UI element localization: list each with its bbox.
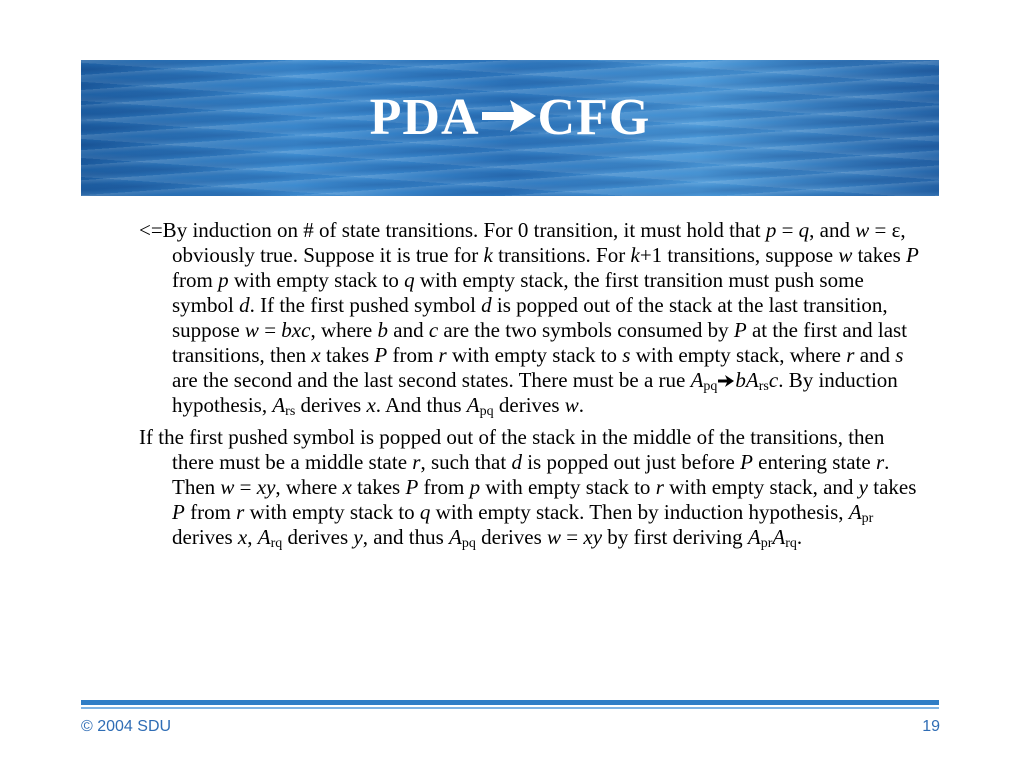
footer-copyright: © 2004 SDU [81, 718, 172, 735]
footer-rule [81, 700, 939, 705]
slide-body [139, 218, 929, 557]
page-number: 19 [922, 718, 940, 735]
right-arrow-icon [717, 374, 735, 388]
title-banner [81, 60, 939, 196]
slide-title [81, 88, 939, 147]
paragraph-middle-pop: If the first pushed symbol is popped out of the stack in the middle of the transitions, then there must be a middle state r, such that d is popped out just before P entering state r. Then w = xy, where x takes P from p with empty stack to r with empty stack, and y takes P from r with empty stack to q with empty stack. Then by induction hypothesis, $A_{pr}$ derives x, $A_{rq}$ derives y, and thus $A_{pq}$ derives w = xy by first deriving $A_{pr}A_{rq}$. [139, 425, 917, 551]
footer-rule-thin [81, 707, 939, 709]
title-left: PDA [369, 89, 480, 146]
right-arrow-icon [480, 96, 538, 136]
paragraph-induction-base: <=By induction on # of state transitions. For 0 transition, it must hold that p = q, and w = ε, obviously true. Suppose it is true for k transitions. For k+1 transitions, suppose w takes P from p with empty stack to q with empty stack, the first transition must push some symbol d. If the first pushed symbol d is popped out of the stack at the last transition, suppose w = bxc, where b and c are the two symbols consumed by P at the first and last transitions, then x takes P from r with empty stack to s with empty stack, where r and s are the second and the last second states. There must be a rue $A_{pq}$ $bA_{rs}c$. By induction hypothesis, $A_{rs}$ derives x. And thus $A_{pq}$ derives w. [139, 218, 919, 419]
title-right: CFG [537, 89, 651, 146]
